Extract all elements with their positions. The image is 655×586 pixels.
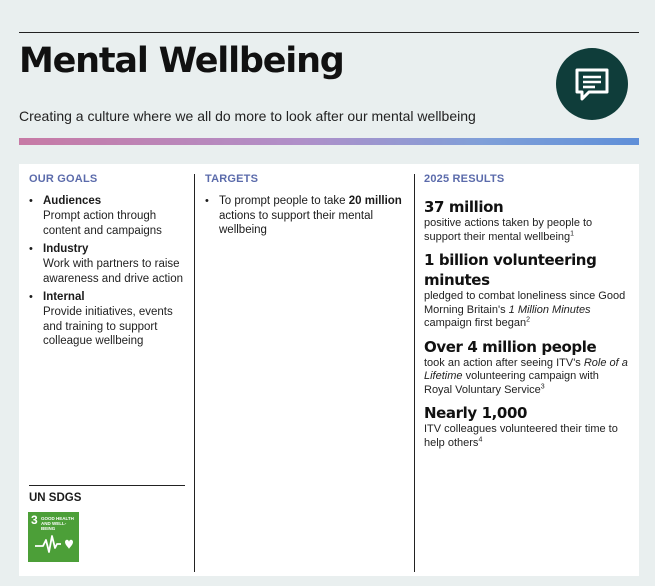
result-description	[424, 357, 629, 398]
goal-title: Audiences	[43, 195, 102, 207]
target-highlight: 20 million	[348, 195, 402, 207]
desc-text-end: volunteering campaign with Royal Voluntary Service	[424, 370, 599, 396]
footnote-marker: 1	[570, 229, 575, 237]
column-divider	[414, 174, 415, 572]
goal-description: Prompt action through content and campaigns	[43, 210, 162, 237]
page-title: Mental Wellbeing	[19, 41, 344, 81]
desc-italic: 1 Million Minutes	[508, 303, 591, 316]
goal-description: Provide initiatives, events and training to support colleague wellbeing	[43, 306, 173, 347]
speech-bubble-icon	[572, 64, 612, 104]
desc-text: ITV colleagues volunteered their time to help others	[424, 423, 618, 449]
result-headline: Over 4 million people	[424, 337, 597, 356]
goal-description: Work with partners to raise awareness and drive action	[43, 258, 183, 285]
targets-header: TARGETS	[205, 173, 259, 185]
desc-italic: Role of a Lifetime	[424, 356, 628, 382]
sdg-divider	[29, 485, 185, 486]
target-text	[219, 194, 410, 238]
content-panel	[19, 164, 639, 576]
goals-header: OUR GOALS	[29, 173, 98, 185]
desc-text: pledged to combat loneliness since Good Morning Britain's	[424, 290, 626, 316]
footnote-marker: 2	[526, 316, 531, 324]
sdg-3-tile	[28, 512, 79, 562]
top-divider	[19, 32, 639, 33]
result-description	[424, 423, 629, 450]
result-item	[424, 250, 629, 331]
footnote-marker: 4	[478, 435, 483, 443]
goal-item	[29, 194, 189, 238]
goal-item	[29, 290, 189, 349]
target-item	[205, 194, 410, 238]
results-list	[424, 197, 629, 456]
bullet: •	[29, 291, 33, 303]
goals-list	[29, 194, 189, 353]
result-headline: 1 billion volunteering minutes	[424, 251, 597, 289]
goal-title: Internal	[43, 291, 85, 303]
goal-item	[29, 242, 189, 286]
result-headline: 37 million	[424, 198, 504, 216]
bullet: •	[29, 195, 33, 207]
heartbeat-icon	[34, 532, 74, 556]
page-subtitle: Creating a culture where we all do more to look after our mental wellbeing	[19, 108, 476, 124]
target-text-start: To prompt people to take	[219, 195, 349, 207]
result-item	[424, 197, 629, 244]
speech-bubble-badge	[556, 48, 628, 120]
result-description	[424, 290, 629, 331]
footnote-marker: 3	[540, 382, 545, 390]
sdg-header: UN SDGS	[29, 492, 82, 504]
target-text-end: actions to support their mental wellbeing	[219, 209, 374, 236]
column-divider	[194, 174, 195, 572]
bullet: •	[205, 195, 209, 207]
result-headline: Nearly 1,000	[424, 404, 528, 422]
bullet: •	[29, 243, 33, 255]
result-item	[424, 403, 629, 450]
sdg-number: 3	[31, 513, 38, 527]
results-header: 2025 RESULTS	[424, 173, 505, 185]
gradient-divider	[19, 138, 639, 145]
desc-text: took an action after seeing ITV's	[424, 356, 584, 369]
result-item	[424, 337, 629, 398]
desc-text-end: campaign first began	[424, 317, 527, 329]
goal-title: Industry	[43, 243, 89, 255]
desc-text: positive actions taken by people to support their mental wellbeing	[424, 217, 593, 243]
result-description	[424, 217, 629, 244]
sdg-title: GOOD HEALTH AND WELL-BEING	[41, 516, 74, 531]
